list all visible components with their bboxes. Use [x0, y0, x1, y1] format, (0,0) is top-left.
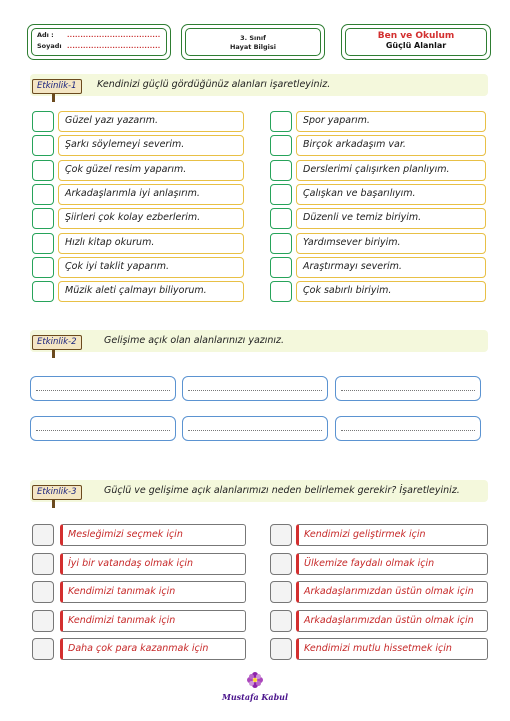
reason-right: Arkadaşlarımızdan üstün olmak için	[296, 610, 488, 632]
activity1-instruction: Kendinizi güçlü gördüğünüz alanları işaretleyiniz.	[97, 79, 331, 90]
surname-label: Soyadı	[37, 42, 62, 50]
option-right: Çalışkan ve başarılıyım.	[296, 184, 486, 205]
surname-field[interactable]: ...................................	[67, 42, 161, 50]
checkbox[interactable]	[32, 281, 54, 302]
flower-icon	[205, 670, 305, 692]
checkbox[interactable]	[270, 638, 292, 660]
option-left: Şarkı söylemeyi severim.	[58, 135, 244, 156]
header-name-box	[27, 24, 171, 60]
checkbox[interactable]	[270, 553, 292, 575]
option-right: Birçok arkadaşım var.	[296, 135, 486, 156]
reason-left: Kendimizi tanımak için	[60, 581, 246, 603]
checkbox[interactable]	[32, 638, 54, 660]
reason-left: Mesleğimizi seçmek için	[60, 524, 246, 546]
grade-label: 3. Sınıf	[240, 34, 266, 42]
checkbox[interactable]	[32, 257, 54, 278]
writing-line[interactable]	[30, 416, 176, 441]
option-right: Düzenli ve temiz biriyim.	[296, 208, 486, 229]
option-left: Güzel yazı yazarım.	[58, 111, 244, 132]
checkbox[interactable]	[32, 233, 54, 254]
checkbox[interactable]	[270, 233, 292, 254]
unit-title: Ben ve Okulum	[377, 31, 455, 41]
checkbox[interactable]	[270, 610, 292, 632]
option-left: Çok güzel resim yaparım.	[58, 160, 244, 181]
writing-line[interactable]	[30, 376, 176, 401]
checkbox[interactable]	[270, 135, 292, 156]
checkbox[interactable]	[32, 610, 54, 632]
checkbox[interactable]	[270, 184, 292, 205]
activity1-tag: Etkinlik-1	[32, 79, 82, 94]
checkbox[interactable]	[32, 135, 54, 156]
topic-title: Güçlü Alanlar	[385, 41, 447, 50]
checkbox[interactable]	[270, 257, 292, 278]
activity3-tag: Etkinlik-3	[32, 485, 82, 500]
option-left: Hızlı kitap okurum.	[58, 233, 244, 254]
writing-line[interactable]	[335, 376, 481, 401]
reason-right: Arkadaşlarımızdan üstün olmak için	[296, 581, 488, 603]
option-left: Çok iyi taklit yaparım.	[58, 257, 244, 278]
checkbox[interactable]	[32, 111, 54, 132]
name-label: Adı :	[37, 31, 54, 39]
activity2-instruction: Gelişime açık olan alanlarınızı yazınız.	[104, 335, 285, 346]
writing-line[interactable]	[182, 416, 328, 441]
option-left: Şiirleri çok kolay ezberlerim.	[58, 208, 244, 229]
option-right: Derslerimi çalışırken planlıyım.	[296, 160, 486, 181]
reason-left: Kendimizi tanımak için	[60, 610, 246, 632]
name-field[interactable]: ...................................	[67, 31, 161, 39]
activity2-tag: Etkinlik-2	[32, 335, 82, 350]
checkbox[interactable]	[32, 553, 54, 575]
author-name: Mustafa Kabul	[221, 692, 289, 702]
checkbox[interactable]	[270, 160, 292, 181]
checkbox[interactable]	[270, 524, 292, 546]
option-right: Spor yaparım.	[296, 111, 486, 132]
option-right: Çok sabırlı biriyim.	[296, 281, 486, 302]
checkbox[interactable]	[270, 581, 292, 603]
writing-line[interactable]	[335, 416, 481, 441]
checkbox[interactable]	[270, 111, 292, 132]
reason-right: Kendimizi geliştirmek için	[296, 524, 488, 546]
reason-right: Kendimizi mutlu hissetmek için	[296, 638, 488, 660]
writing-line[interactable]	[182, 376, 328, 401]
reason-left: İyi bir vatandaş olmak için	[60, 553, 246, 575]
reason-right: Ülkemize faydalı olmak için	[296, 553, 488, 575]
option-left: Arkadaşlarımla iyi anlaşırım.	[58, 184, 244, 205]
subject-label: Hayat Bilgisi	[229, 43, 276, 51]
checkbox[interactable]	[32, 160, 54, 181]
checkbox[interactable]	[32, 208, 54, 229]
checkbox[interactable]	[270, 208, 292, 229]
reason-left: Daha çok para kazanmak için	[60, 638, 246, 660]
option-right: Yardımsever biriyim.	[296, 233, 486, 254]
checkbox[interactable]	[32, 581, 54, 603]
header-topic-box	[341, 24, 491, 60]
checkbox[interactable]	[32, 184, 54, 205]
checkbox[interactable]	[270, 281, 292, 302]
option-right: Araştırmayı severim.	[296, 257, 486, 278]
activity3-instruction: Güçlü ve gelişime açık alanlarımızı neden belirlemek gerekir? İşaretleyiniz.	[104, 485, 460, 496]
header-subject-box	[181, 24, 325, 60]
checkbox[interactable]	[32, 524, 54, 546]
author-logo	[205, 670, 305, 710]
option-left: Müzik aleti çalmayı biliyorum.	[58, 281, 244, 302]
